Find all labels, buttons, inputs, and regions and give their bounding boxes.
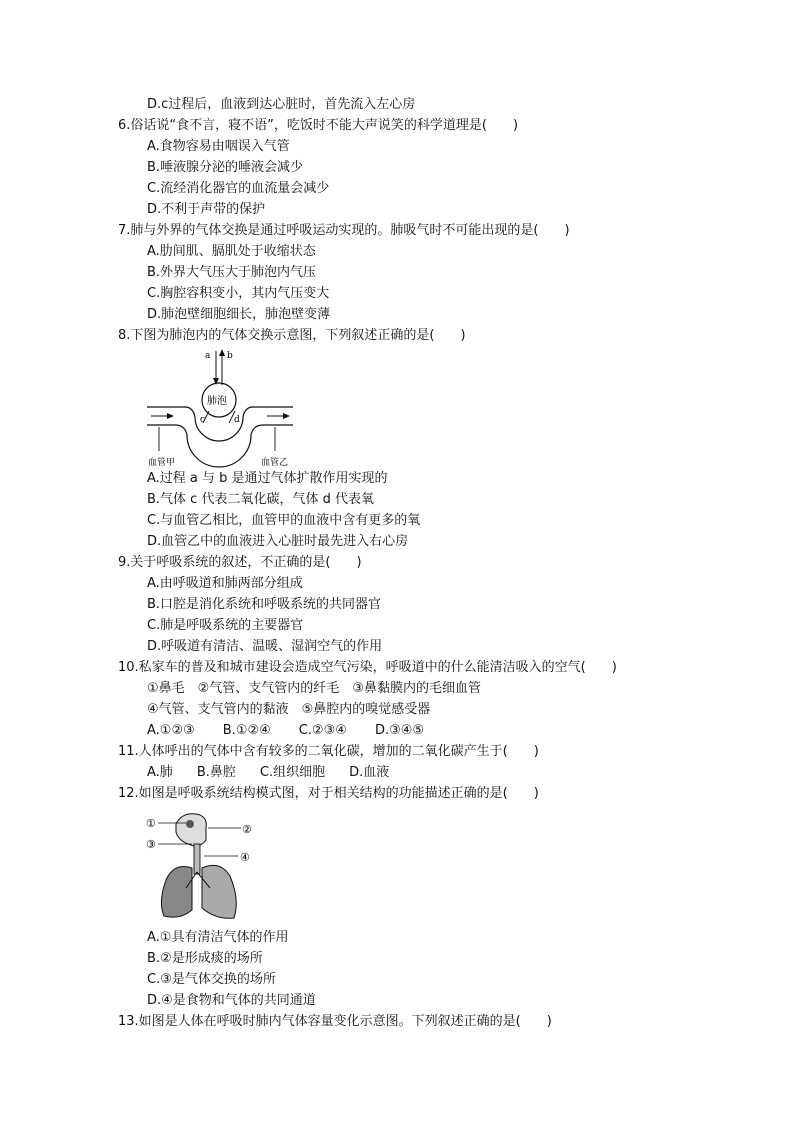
respiratory-system-figure <box>146 810 258 925</box>
q9-option-b: B.口腔是消化系统和呼吸系统的共同器官 <box>147 597 382 612</box>
label-a: a <box>205 351 211 361</box>
flow-arrow-left-head <box>167 413 174 419</box>
q7-option-d: D.肺泡壁细胞细长，肺泡壁变薄 <box>147 307 331 322</box>
alveolus-label: 肺泡 <box>207 396 227 407</box>
q10-statement-2: ④气管、支气管内的黏液 ⑤鼻腔内的嗅觉感受器 <box>147 702 431 717</box>
flow-arrow-right-head <box>283 413 290 419</box>
q13-stem: 13.如图是人体在呼吸时肺内气体容量变化示意图。下列叙述正确的是( ) <box>118 1014 552 1029</box>
vessel-upper-wall <box>147 407 293 441</box>
q7-option-c: C.胸腔容积变小，其内气压变大 <box>147 286 330 301</box>
q11-option-b: B.鼻腔 <box>196 765 236 780</box>
q11-option-a: A.肺 <box>147 765 173 780</box>
q6-stem: 6.俗话说“食不言，寝不语”，吃饭时不能大声说笑的科学道理是( ) <box>118 118 519 133</box>
head-shape <box>176 814 206 846</box>
alveolus-gas-exchange-figure <box>145 345 305 470</box>
vessel-jia-label: 血管甲 <box>148 458 176 468</box>
q11-stem: 11.人体呼出的气体中含有较多的二氧化碳，增加的二氧化碳产生于( ) <box>118 744 539 759</box>
q10-stem: 10.私家车的普及和城市建设会造成空气污染，呼吸道中的什么能清洁吸入的空气( ) <box>118 660 617 675</box>
q10-option-b: B.①②④ <box>222 723 271 738</box>
q6-option-c: C.流经消化器官的血流量会减少 <box>147 181 330 196</box>
q7-option-a: A.肋间肌、膈肌处于收缩状态 <box>147 244 316 259</box>
q11-option-c: C.组织细胞 <box>259 765 326 780</box>
q7-stem: 7.肺与外界的气体交换是通过呼吸运动实现的。肺吸气时不可能出现的是( ) <box>118 223 570 238</box>
q11-options <box>147 763 389 783</box>
q5-option-d: D.c过程后，血液到达心脏时，首先流入左心房 <box>147 97 416 112</box>
q6-option-a: A.食物容易由咽误入气管 <box>147 139 290 154</box>
label-4: ④ <box>240 851 250 864</box>
label-d: d <box>234 415 240 425</box>
q8-option-b: B.气体 c 代表二氧化碳，气体 d 代表氧 <box>147 492 374 507</box>
q9-option-d: D.呼吸道有清洁、温暖、湿润空气的作用 <box>147 639 383 654</box>
q10-option-a: A.①②③ <box>147 723 195 738</box>
q12-option-d: D.④是食物和气体的共同通道 <box>147 993 316 1008</box>
q8-option-d: D.血管乙中的血液进入心脏时最先进入右心房 <box>147 534 409 549</box>
q12-option-c: C.③是气体交换的场所 <box>147 972 276 987</box>
q10-options <box>147 721 424 741</box>
q8-option-a: A.过程 a 与 b 是通过气体扩散作用实现的 <box>147 471 388 486</box>
label-3: ③ <box>146 838 156 851</box>
q9-option-c: C.肺是呼吸系统的主要器官 <box>147 618 304 633</box>
trachea <box>194 844 200 874</box>
q8-option-c: C.与血管乙相比，血管甲的血液中含有更多的氧 <box>147 513 421 528</box>
q10-option-d: D.③④⑤ <box>374 723 425 738</box>
q10-option-c: C.②③④ <box>298 723 347 738</box>
q12-stem: 12.如图是呼吸系统结构模式图，对于相关结构的功能描述正确的是( ) <box>118 786 539 801</box>
q8-stem: 8.下图为肺泡内的气体交换示意图，下列叙述正确的是( ) <box>118 328 466 343</box>
label-2: ② <box>242 823 252 836</box>
nasal-cavity <box>186 820 194 828</box>
q12-option-b: B.②是形成痰的场所 <box>147 951 263 966</box>
q9-stem: 9.关于呼吸系统的叙述，不正确的是( ) <box>118 555 362 570</box>
q12-option-a: A.①具有清洁气体的作用 <box>147 930 289 945</box>
left-lung <box>161 867 192 918</box>
q9-option-a: A.由呼吸道和肺两部分组成 <box>147 576 303 591</box>
q6-option-b: B.唾液腺分泌的唾液会减少 <box>147 160 304 175</box>
q6-option-d: D.不利于声带的保护 <box>147 202 266 217</box>
vessel-yi-label: 血管乙 <box>261 458 289 468</box>
label-1: ① <box>146 817 156 830</box>
label-c: c <box>200 415 206 425</box>
q7-option-b: B.外界大气压大于肺泡内气压 <box>147 265 317 280</box>
right-lung <box>202 865 236 918</box>
q11-option-d: D.血液 <box>349 765 390 780</box>
q10-statement-1: ①鼻毛 ②气管、支气管内的纤毛 ③鼻黏膜内的毛细血管 <box>147 681 481 696</box>
arrow-b-head <box>219 349 225 356</box>
label-b: b <box>227 351 233 361</box>
